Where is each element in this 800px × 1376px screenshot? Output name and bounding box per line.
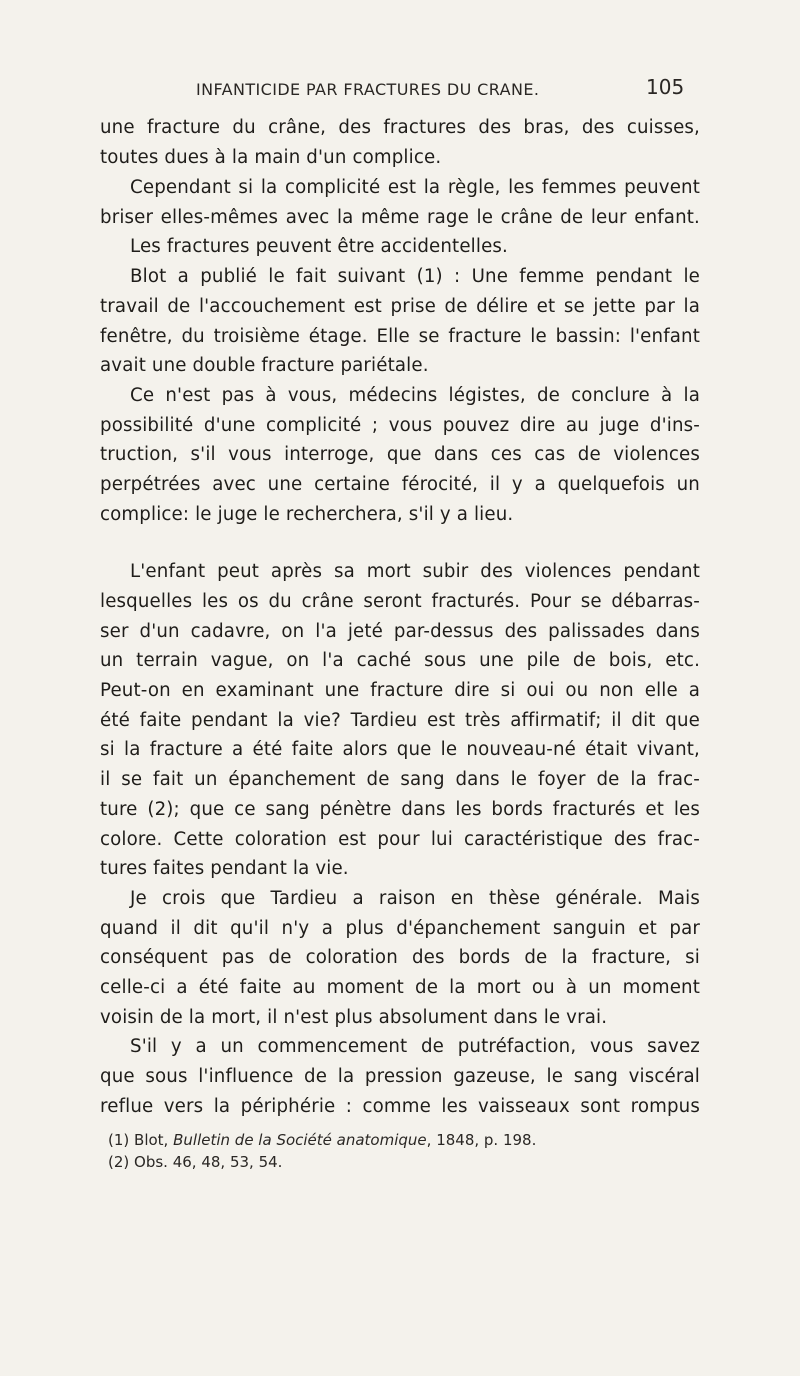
footnote-journal: Bulletin de la Société anatomique [173,1131,427,1149]
footnote-text: Obs. 46, 48, 53, 54. [134,1153,283,1171]
text-line: truction, s'il vous interroge, que dans ces cas de violences [100,444,700,465]
text-line: colore. Cette coloration est pour lui caractéristique des frac- [100,829,700,850]
text-line: Peut-on en examinant une fracture dire si oui ou non elle a [100,680,700,701]
text-line: été faite pendant la vie? Tardieu est très affirmatif; il dit que [100,710,700,731]
footnote-author: Blot, [134,1131,169,1149]
text-line: quand il dit qu'il n'y a plus d'épanchement sanguin et par [100,918,700,939]
text-line: une fracture du crâne, des fractures des bras, des cuisses, [100,117,700,138]
text-line: perpétrées avec une certaine férocité, il y a quelquefois un [100,474,700,495]
footnote-marker: (2) [108,1153,130,1171]
text-line: avait une double fracture pariétale. [100,355,429,376]
text-line: il se fait un épanchement de sang dans le foyer de la frac- [100,769,700,790]
footnote-citation: , 1848, p. 198. [426,1131,537,1149]
text-line: Cependant si la complicité est la règle, les femmes peuvent [130,177,700,198]
text-line: toutes dues à la main d'un complice. [100,147,442,168]
running-title: INFANTICIDE PAR FRACTURES DU CRANE. [196,80,540,99]
text-line: conséquent pas de coloration des bords de la fracture, si [100,947,700,968]
text-line: ser d'un cadavre, on l'a jeté par-dessus des palissades dans [100,621,700,642]
text-line: celle-ci a été faite au moment de la mort ou à un moment [100,977,700,998]
text-line: si la fracture a été faite alors que le nouveau-né était vivant, [100,739,700,760]
text-line: L'enfant peut après sa mort subir des violences pendant [130,561,700,582]
text-line: briser elles-mêmes avec la même rage le crâne de leur enfant. [100,207,700,228]
text-line: Blot a publié le fait suivant (1) : Une femme pendant le [130,266,700,287]
footnote-1 [108,1131,536,1149]
text-line: Ce n'est pas à vous, médecins légistes, de conclure à la [130,385,700,406]
text-line: complice: le juge le recherchera, s'il y a lieu. [100,504,514,525]
text-line: que sous l'influence de la pression gazeuse, le sang viscéral [100,1066,700,1087]
footnote-2 [108,1153,282,1171]
text-line: tures faites pendant la vie. [100,858,349,879]
text-line: Je crois que Tardieu a raison en thèse générale. Mais [130,888,700,909]
footnote-marker: (1) [108,1131,130,1149]
text-line: ture (2); que ce sang pénètre dans les bords fracturés et les [100,799,700,820]
text-line: travail de l'accouchement est prise de délire et se jette par la [100,296,700,317]
text-line: S'il y a un commencement de putréfaction, vous savez [130,1036,700,1057]
text-line: voisin de la mort, il n'est plus absolument dans le vrai. [100,1007,608,1028]
text-line: possibilité d'une complicité ; vous pouvez dire au juge d'ins- [100,415,700,436]
text-line: fenêtre, du troisième étage. Elle se fracture le bassin: l'enfant [100,326,700,347]
text-line: lesquelles les os du crâne seront fracturés. Pour se débarras- [100,591,700,612]
text-line: Les fractures peuvent être accidentelles. [130,236,508,257]
page-number: 105 [646,75,685,99]
text-line: un terrain vague, on l'a caché sous une pile de bois, etc. [100,650,700,671]
text-line: reflue vers la périphérie : comme les vaisseaux sont rompus [100,1096,700,1117]
